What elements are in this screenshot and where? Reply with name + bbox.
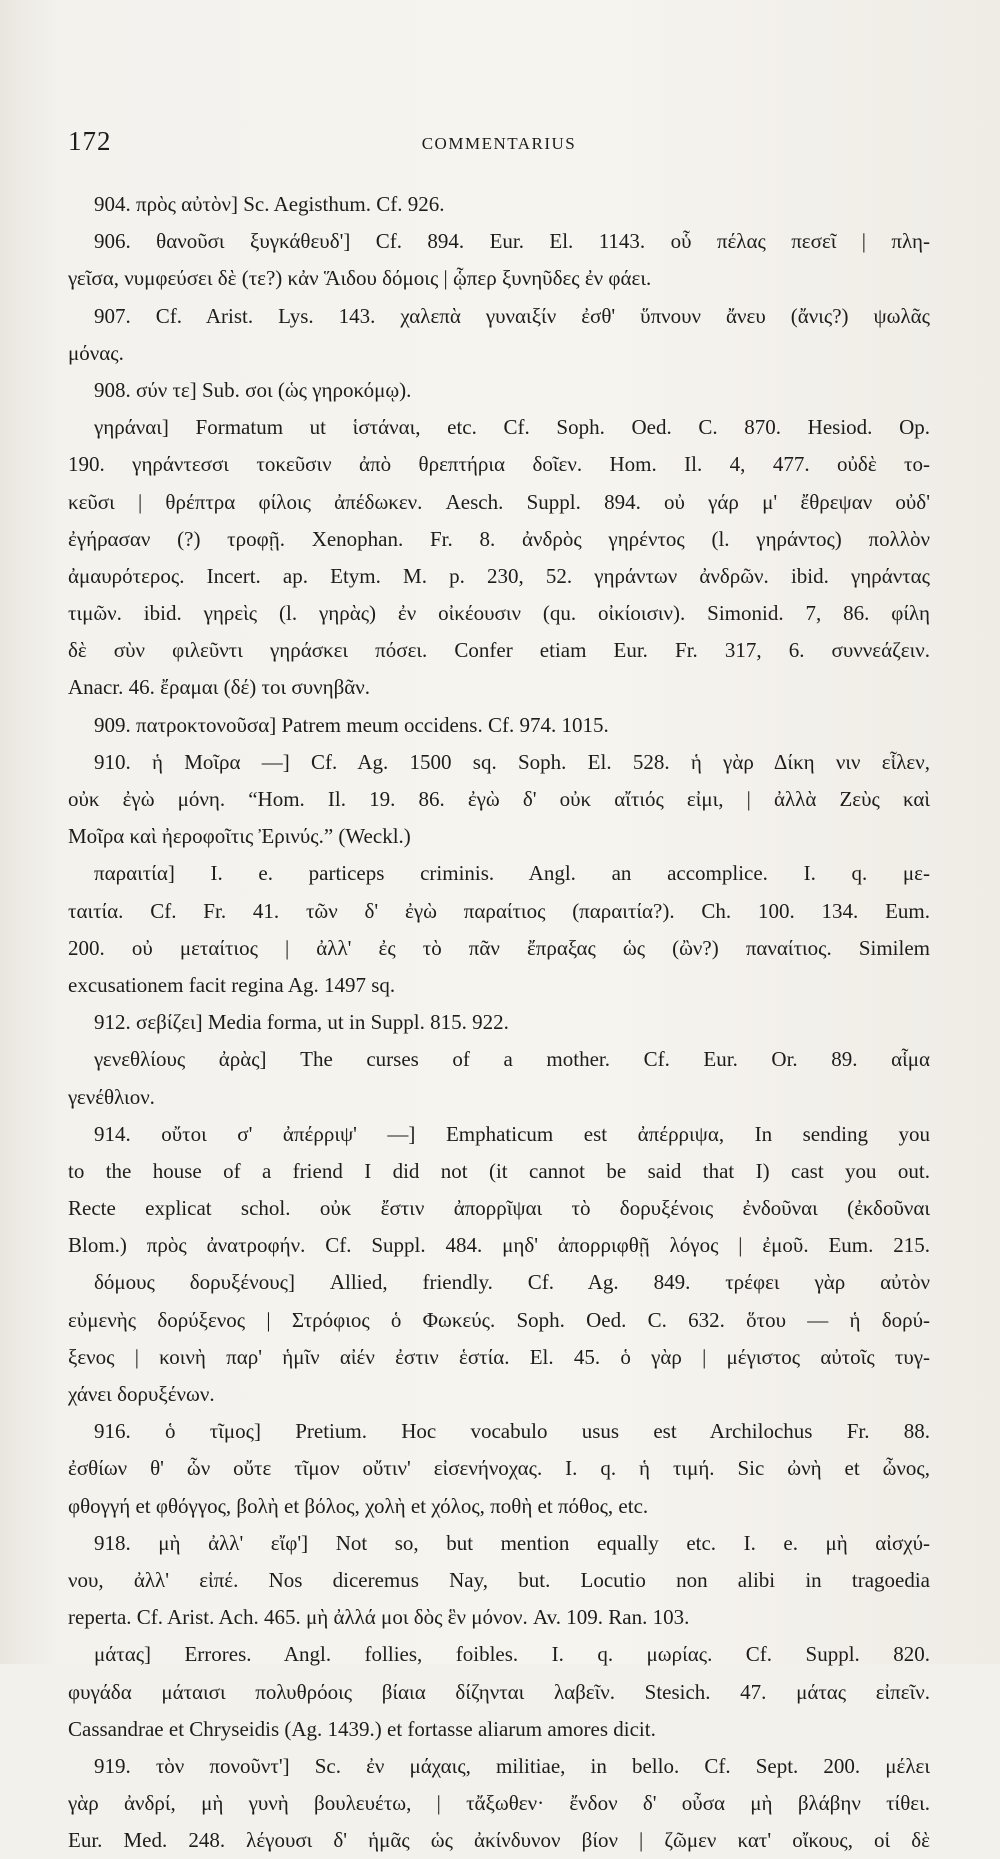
page-number: 172 <box>68 126 112 156</box>
running-title: COMMENTARIUS <box>421 134 577 153</box>
text-line: 907. Cf. Arist. Lys. 143. χαλεπὰ γυναιξίν ἐσθ' ὕπνουν ἄνευ (ἄνις?) ψωλᾶς <box>94 303 930 328</box>
text-line: ἐγήρασαν (?) τροφῇ. Xenophan. Fr. 8. ἀνδρὸς γηρέντος (l. γηράντος) πολλὸν <box>68 526 930 551</box>
text-line: reperta. Cf. Arist. Ach. 465. μὴ ἀλλά μοι δὸς ἓν μόνον. Av. 109. Ran. 103. <box>68 1605 690 1630</box>
text-line: 914. οὔτοι σ' ἀπέρριψ' —] Emphaticum est ἀπέρριψα, In sending you <box>94 1121 930 1146</box>
text-line: μάτας] Errores. Angl. follies, foibles. I. q. μωρίας. Cf. Suppl. 820. <box>94 1642 930 1667</box>
text-line: 904. πρὸς αὐτὸν] Sc. Aegisthum. Cf. 926. <box>94 192 445 216</box>
text-line: Eur. Med. 248. λέγουσι δ' ἡμᾶς ὡς ἀκίνδυνον βίον | ζῶμεν κατ' οἴκους, οἱ δὲ <box>68 1828 930 1853</box>
text-line: γὰρ ἀνδρί, μὴ γυνὴ βουλευέτω, | τἄξωθεν· ἔνδον δ' οὖσα μὴ βλάβην τίθει. <box>68 1791 930 1816</box>
text-line: φθογγή et φθόγγος, βολὴ et βόλος, χολὴ et χόλος, ποθὴ et πόθος, etc. <box>68 1493 649 1518</box>
text-line: δὲ σὺν φιλεῦντι γηράσκει πόσει. Confer etiam Eur. Fr. 317, 6. συννεάζειν. <box>68 638 930 663</box>
text-line: οὐκ ἐγὼ μόνη. “Hom. Il. 19. 86. ἐγὼ δ' οὐκ αἴτιός εἰμι, | ἀλλὰ Ζεὺς καὶ <box>68 787 930 811</box>
text-line: 909. πατροκτονοῦσα] Patrem meum occidens. Cf. 974. 1015. <box>94 712 609 737</box>
text-line: Cassandrae et Chryseidis (Ag. 1439.) et fortasse aliarum amores dicit. <box>68 1716 656 1741</box>
text-line: 916. ὁ τῖμος] Pretium. Hoc vocabulo usus est Archilochus Fr. 88. <box>94 1419 930 1444</box>
text-line: γηράναι] Formatum ut ἱστάναι, etc. Cf. Soph. Oed. C. 870. Hesiod. Op. <box>94 415 930 440</box>
text-line: δόμους δορυξένους] Allied, friendly. Cf. Ag. 849. τρέφει γὰρ αὐτὸν <box>94 1270 930 1295</box>
text-line: νου, ἀλλ' εἰπέ. Nos diceremus Nay, but. Locutio non alibi in tragoedia <box>68 1567 930 1592</box>
text-line: χάνει δορυξένων. <box>68 1382 215 1406</box>
text-line: εὐμενὴς δορύξενος | Στρόφιος ὁ Φωκεύς. Soph. Oed. C. 632. ὅτου — ἡ δορύ- <box>68 1307 930 1332</box>
text-line: 200. οὐ μεταίτιος | ἀλλ' ἐς τὸ πᾶν ἔπραξας ὡς (ὢν?) παναίτιος. Similem <box>68 935 930 960</box>
text-line: excusationem facit regina Ag. 1497 sq. <box>68 972 396 997</box>
page-header <box>68 126 930 162</box>
text-line: 906. θανοῦσι ξυγκάθευδ'] Cf. 894. Eur. El. 1143. οὗ πέλας πεσεῖ | πλη- <box>94 229 930 254</box>
text-line: ἐσθίων θ' ὧν οὔτε τῖμον οὔτιν' εἰσενήνοχας. I. q. ἡ τιμή. Sic ὠνὴ et ὦνος, <box>68 1456 930 1481</box>
text-line: γεῖσα, νυμφεύσει δὲ (τε?) κἀν Ἅιδου δόμοις | ᾧπερ ξυνηῦδες ἐν φάει. <box>68 266 652 291</box>
text-line: γενεθλίους ἀρὰς] The curses of a mother. Cf. Eur. Or. 89. αἷμα <box>94 1047 930 1072</box>
commentary-text <box>68 186 930 1859</box>
text-line: 918. μὴ ἀλλ' εἴφ'] Not so, but mention equally etc. I. e. μὴ αἰσχύ- <box>94 1530 930 1555</box>
text-line: τιμῶν. ibid. γηρεὶς (l. γηρὰς) ἐν οἰκέουσιν (qu. οἰκίοισιν). Simonid. 7, 86. φίλη <box>68 601 930 626</box>
text-line: Recte explicat schol. οὐκ ἔστιν ἀπορρῖψαι τὸ δορυξένοις ἐνδοῦναι (ἐκδοῦναι <box>68 1196 930 1221</box>
text-line: ταιτία. Cf. Fr. 41. τῶν δ' ἐγὼ παραίτιος (παραιτία?). Ch. 100. 134. Eum. <box>68 898 930 923</box>
text-line: 919. τὸν πονοῦντ'] Sc. ἐν μάχαις, militiae, in bello. Cf. Sept. 200. μέλει <box>94 1753 930 1778</box>
text-line: Μοῖρα καὶ ἠεροφοῖτις Ἐρινύς.” (Weckl.) <box>68 824 411 849</box>
text-line: μόνας. <box>68 340 124 365</box>
text-line: γενέθλιον. <box>68 1084 155 1109</box>
text-line: 908. σύν τε] Sub. σοι (ὡς γηροκόμῳ). <box>94 377 412 402</box>
text-line: κεῦσι | θρέπτρα φίλοις ἀπέδωκεν. Aesch. Suppl. 894. οὐ γάρ μ' ἔθρεψαν οὐδ' <box>68 489 930 514</box>
text-line: φυγάδα μάταισι πολυθρόοις βίαια δίζηνται λαβεῖν. Stesich. 47. μάτας εἰπεῖν. <box>68 1679 930 1704</box>
text-line: ἀμαυρότερος. Incert. ap. Etym. M. p. 230, 52. γηράντων ἀνδρῶν. ibid. γηράντας <box>68 563 930 588</box>
text-line: Anacr. 46. ἔραμαι (δέ) τοι συνηβᾶν. <box>68 675 371 700</box>
text-line: 190. γηράντεσσι τοκεῦσιν ἀπὸ θρεπτήρια δοῖεν. Hom. Il. 4, 477. οὐδὲ το- <box>68 452 930 477</box>
text-line: παραιτία] I. e. particeps criminis. Angl. an accomplice. I. q. με- <box>94 861 930 886</box>
text-line: to the house of a friend I did not (it cannot be said that I) cast you out. <box>68 1158 930 1183</box>
text-line: Blom.) πρὸς ἀνατροφήν. Cf. Suppl. 484. μηδ' ἀπορριφθῇ λόγος | ἐμοῦ. Eum. 215. <box>68 1233 930 1258</box>
text-line: ξενος | κοινὴ παρ' ἡμῖν αἰέν ἐστιν ἑστία. El. 45. ὁ γὰρ | μέγιστος αὐτοῖς τυγ- <box>68 1344 930 1369</box>
text-line: 912. σεβίζει] Media forma, ut in Suppl. 815. 922. <box>94 1010 509 1035</box>
text-line: 910. ἡ Μοῖρα —] Cf. Ag. 1500 sq. Soph. El. 528. ἡ γὰρ Δίκη νιν εἷλεν, <box>94 749 930 774</box>
